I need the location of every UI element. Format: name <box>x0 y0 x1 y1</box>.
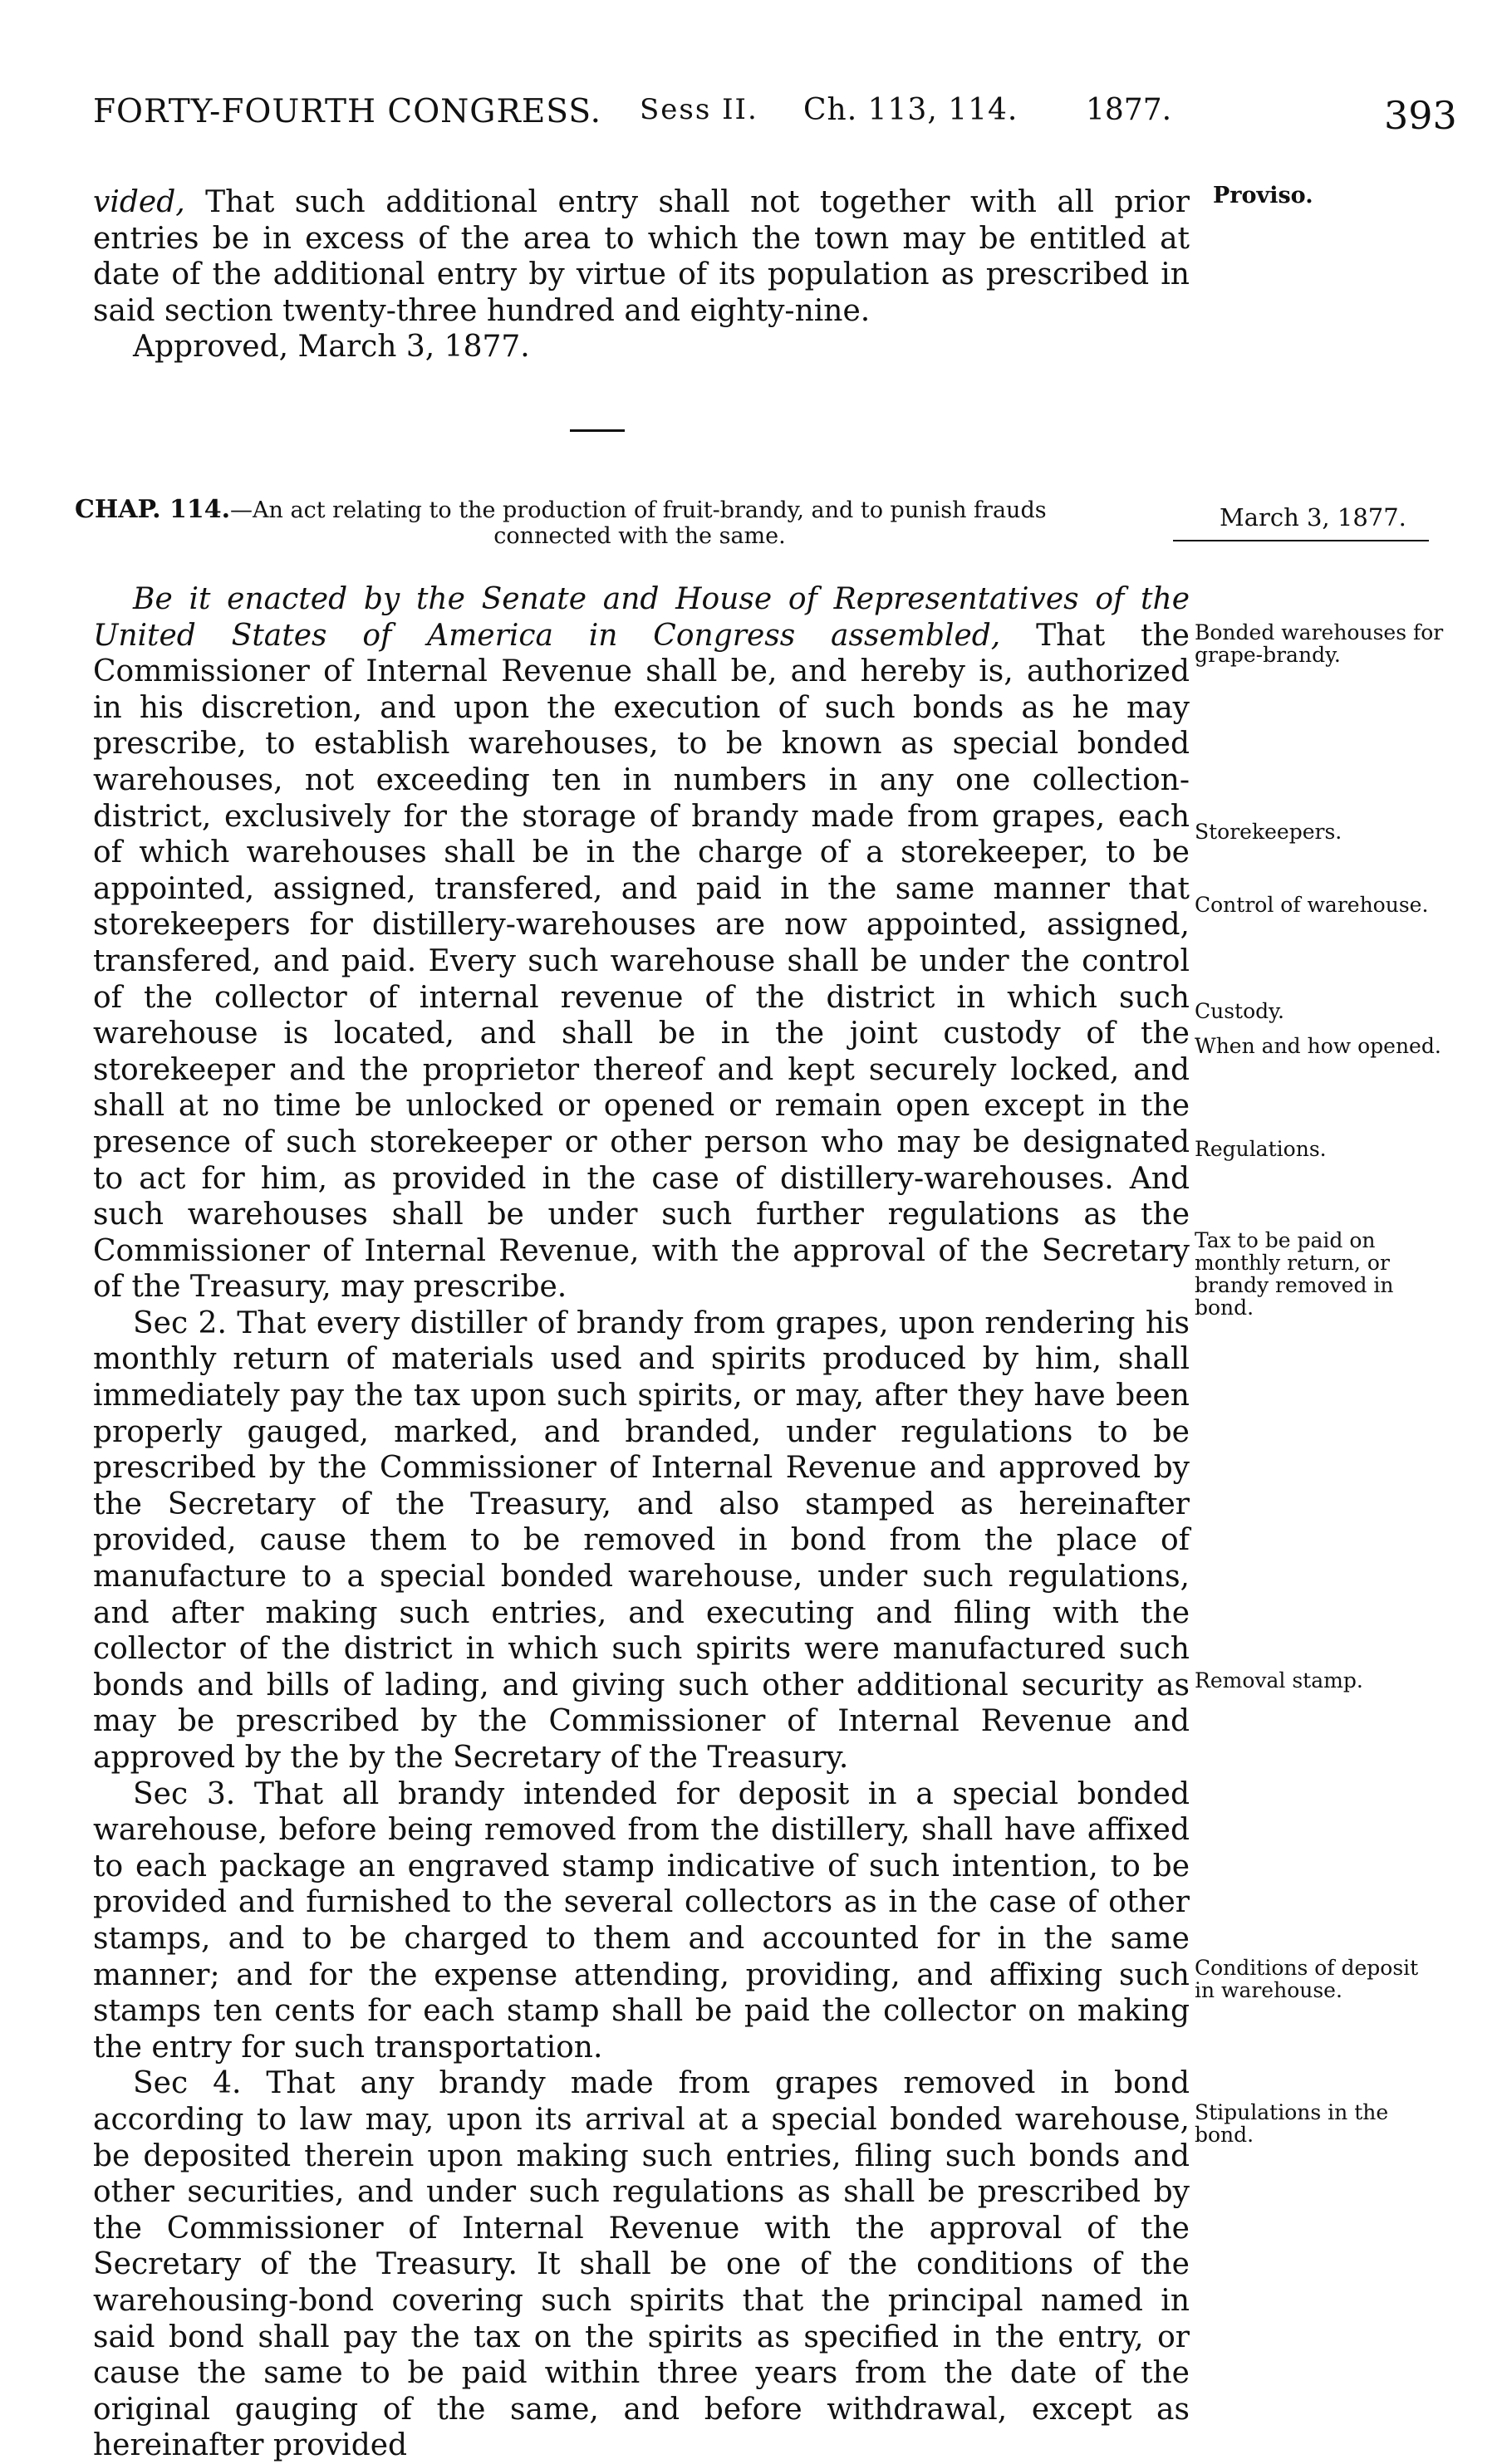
approved-line: Approved, March 3, 1877. <box>133 330 530 365</box>
proviso-prefix: vided, <box>93 185 185 219</box>
section-1-text: That the Commissioner of Internal Revenue shall be, and hereby is, authorized in his discretion, and upon the execution of such bonds as he may prescribe, to establish warehouses, to be known as special bonded warehouses, not exceeding ten in numbers in any one collection-district, exclusively for the storage of brandy made from grapes, each of which warehouses shall be in the charge of a storekeeper, to be appointed, assigned, transfered, and paid in the same manner that storekeepers for distillery-warehouses are now appointed, assigned, transfered, and paid. Every such warehouse shall be under the control of the collector of internal revenue of the district in which such warehouse is located, and shall be in the joint custody of the storekeeper and the proprietor thereof and kept securely locked, and shall at no time be unlocked or opened or remain open except in the presence of such storekeeper or other person who may be designated to act for him, as provided in the case of distillery-warehouses. And such warehouses shall be under such further regulations as the Commissioner of Internal Revenue, with the approval of the Secretary of the Treasury, may prescribe. <box>93 618 1190 1305</box>
margin-note-when-how-opened: When and how opened. <box>1195 1034 1441 1058</box>
chapter-title-line1: —An act relating to the production of fruit-brandy, and to punish frauds <box>230 497 1047 523</box>
section-2-label: Sec 2. <box>133 1305 227 1340</box>
section-divider <box>570 429 625 432</box>
margin-note-bonded-warehouses: Bonded warehouses for grape-brandy. <box>1195 620 1444 667</box>
chapter-label: CHAP. 114. <box>75 495 231 524</box>
enacting-clause: Be it enacted by the Senate and House of Representatives of the United States of America in Congress assembled, <box>93 582 1190 653</box>
chapter-title-line2: connected with the same. <box>493 523 786 549</box>
chapter-date: March 3, 1877. <box>1220 503 1406 531</box>
margin-note-storekeepers: Storekeepers. <box>1195 820 1342 844</box>
chapter-heading <box>75 497 1171 549</box>
margin-note-custody: Custody. <box>1195 999 1284 1023</box>
margin-note-control: Control of warehouse. <box>1195 893 1429 917</box>
margin-note-stipulations: Stipulations in the bond. <box>1195 2100 1389 2147</box>
date-underline <box>1173 540 1429 541</box>
act-body <box>93 581 1190 2464</box>
header-session: Sess II. <box>640 93 758 126</box>
section-2-text: That every distiller of brandy from grapes, upon rendering his monthly return of materials used and spirits produced by him, shall immediately pay the tax upon such spirits, or may, after they have been properly gauged, marked, and branded, under regulations to be prescribed by the Commissioner of Internal Revenue and approved by the Secretary of the Treasury, and also stamped as hereinafter provided, cause them to be removed in bond from the place of manufacture to a special bonded warehouse, under such regulations, and after making such entries, and executing and filing with the collector of the district in which such spirits were manufactured such bonds and bills of lading, and giving such other additional security as may be prescribed by the Commissioner of Internal Revenue and approved by the by the Secretary of the Treasury. <box>93 1305 1190 1775</box>
section-4-text: That any brandy made from grapes removed in bond according to law may, upon its arrival at a special bonded warehouse, be deposited therein upon making such entries, filing such bonds and other securities, and under such regulations as shall be prescribed by the Commissioner of Internal Revenue with the approval of the Secretary of the Treasury. It shall be one of the conditions of the warehousing-bond covering such spirits that the principal named in said bond shall pay the tax on the spirits as specified in the entry, or cause the same to be paid within three years from the date of the original gauging of the same, and before withdrawal, except as hereinafter provided <box>93 2066 1190 2463</box>
page-number: 393 <box>1384 93 1457 138</box>
section-3-text: That all brandy intended for deposit in a special bonded warehouse, before being removed from the distillery, shall have affixed to each package an engraved stamp indicative of such intention, to be provided and furnished to the several collectors as in the case of other stamps, and to be charged to them and accounted for in the same manner; and for the expense attending, providing, and affixing such stamps ten cents for each stamp shall be paid the collector on making the entry for such transportation. <box>93 1776 1190 2065</box>
section-3 <box>93 1776 1190 2066</box>
margin-note-tax: Tax to be paid on monthly return, or brandy removed in bond. <box>1195 1228 1394 1320</box>
section-4 <box>93 2065 1190 2464</box>
margin-note-proviso: Proviso. <box>1213 183 1313 208</box>
section-4-label: Sec 4. <box>133 2066 242 2101</box>
margin-note-removal-stamp: Removal stamp. <box>1195 1668 1363 1692</box>
header-congress: FORTY-FOURTH CONGRESS. <box>93 93 602 130</box>
proviso-block <box>93 184 1190 365</box>
margin-note-regulations: Regulations. <box>1195 1137 1327 1161</box>
proviso-paragraph <box>93 184 1190 329</box>
section-1 <box>93 581 1190 1305</box>
section-3-label: Sec 3. <box>133 1776 236 1811</box>
proviso-text: That such additional entry shall not together with all prior entries be in excess of the area to which the town may be entitled at date of the additional entry by virtue of its population as prescribed in said section twenty-three hundred and eighty-nine. <box>93 185 1190 328</box>
section-2 <box>93 1305 1190 1776</box>
header-chapters: Ch. 113, 114. <box>803 93 1018 127</box>
margin-note-conditions: Conditions of deposit in warehouse. <box>1195 1956 1419 2002</box>
header-year: 1877. <box>1086 93 1172 127</box>
running-header <box>93 93 1457 143</box>
